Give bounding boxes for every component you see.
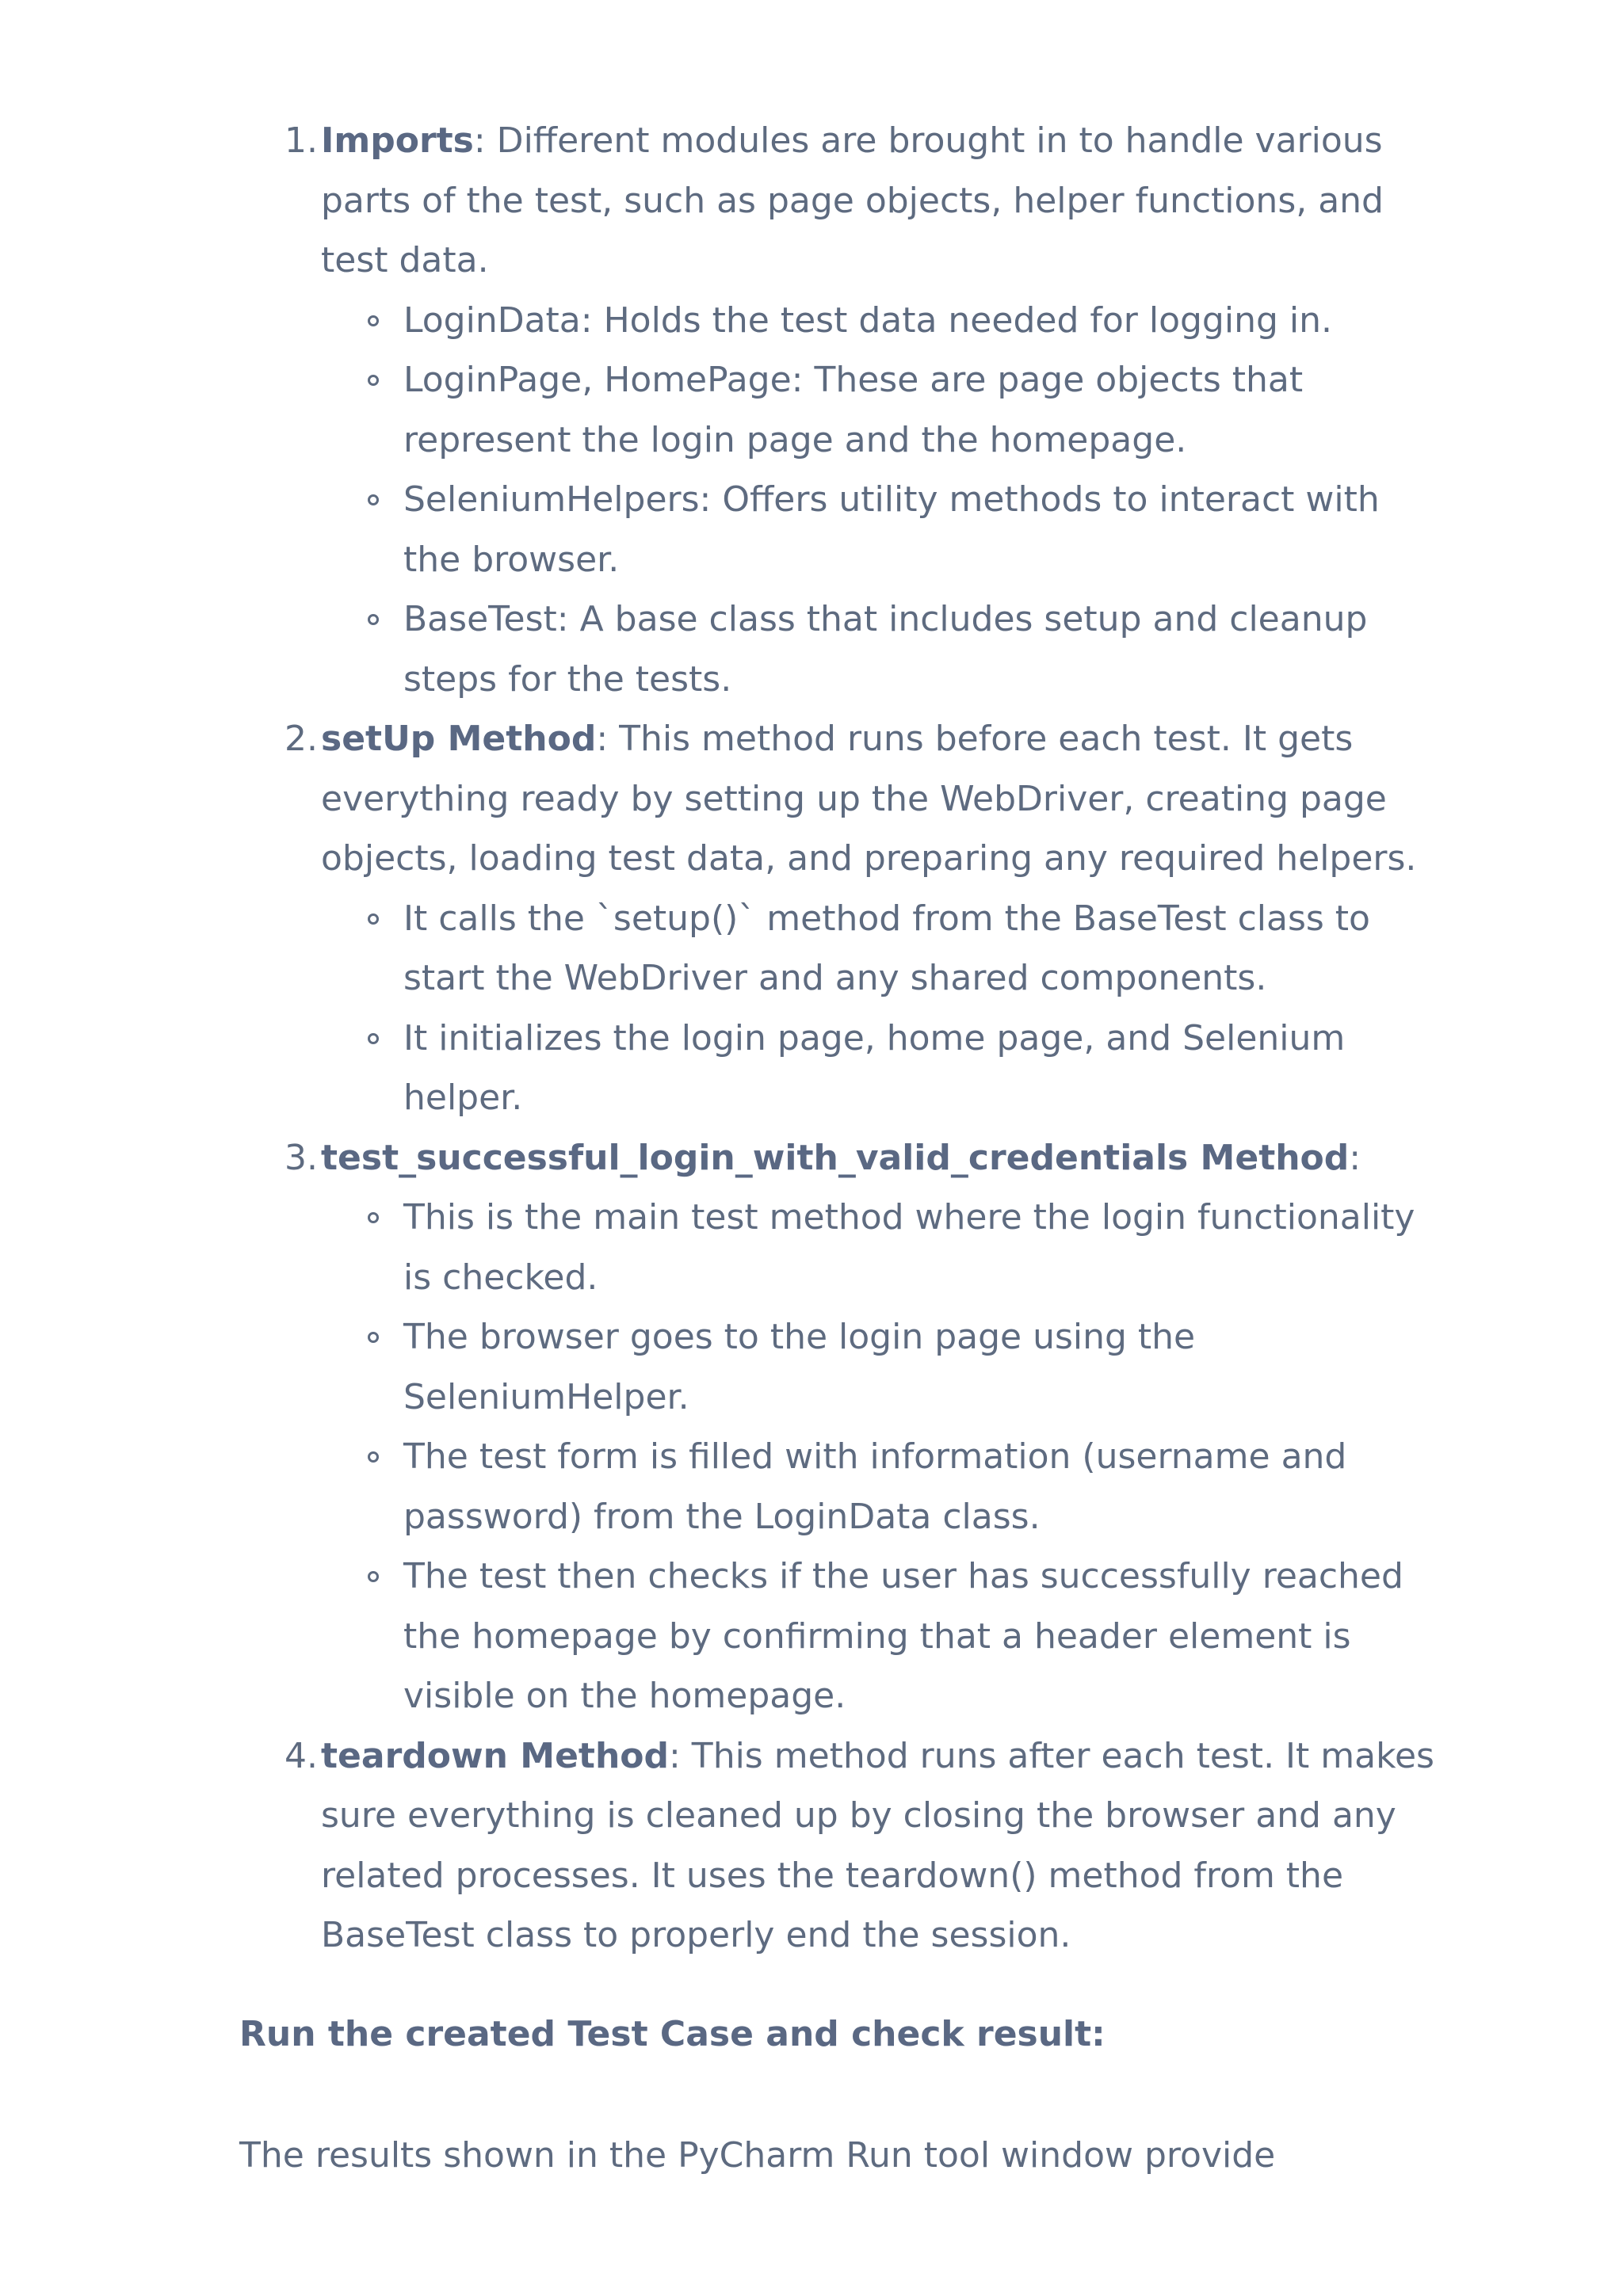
hollow-bullet-icon [368, 614, 379, 625]
list-item-text: LoginData: Holds the test data needed for logging in. [403, 299, 1332, 341]
list-item [403, 291, 1446, 351]
list-item [403, 1188, 1446, 1307]
step-text: : Different modules are brought in to handle various parts of the test, such as page objects, helper functions, and test data. [321, 120, 1384, 280]
steps-list [285, 111, 1446, 1966]
sub-list [321, 291, 1446, 710]
section-heading: Run the created Test Case and check result: [239, 2014, 1106, 2054]
step-number: 4 . [275, 1726, 318, 1787]
hollow-bullet-icon [368, 375, 379, 386]
step-imports [285, 111, 1446, 709]
list-item [403, 889, 1446, 1009]
list-item-text: BaseTest: A base class that includes setup and cleanup steps for the tests. [403, 599, 1368, 700]
sub-list [321, 1188, 1446, 1726]
step-number: 3 . [275, 1128, 318, 1188]
hollow-bullet-icon [368, 1571, 379, 1582]
list-item [403, 589, 1446, 709]
list-item [403, 1307, 1446, 1427]
hollow-bullet-icon [368, 1332, 379, 1343]
hollow-bullet-icon [368, 1033, 379, 1044]
list-item-text: The browser goes to the login page using the SeleniumHelper. [403, 1317, 1196, 1417]
step-title: teardown Method [321, 1735, 669, 1776]
list-item-text: The test then checks if the user has successfully reached the homepage by confirming that a header element is visible on the homepage. [403, 1556, 1403, 1716]
step-text: : [1349, 1137, 1361, 1178]
step-setup-method [285, 709, 1446, 1128]
list-item-text: It calls the `setup()` method from the BaseTest class to start the WebDriver and any shared components. [403, 898, 1370, 998]
hollow-bullet-icon [368, 1451, 379, 1463]
hollow-bullet-icon [368, 315, 379, 326]
hollow-bullet-icon [368, 1212, 379, 1223]
step-number: 1 . [275, 111, 318, 171]
list-item [403, 350, 1446, 470]
hollow-bullet-icon [368, 913, 379, 925]
list-item-text: SeleniumHelpers: Offers utility methods to interact with the browser. [403, 479, 1380, 580]
list-item-text: The test form is filled with information (username and password) from the LoginData class. [403, 1436, 1347, 1537]
hollow-bullet-icon [368, 494, 379, 505]
step-title: setUp Method [321, 719, 597, 759]
step-title: Imports [321, 120, 474, 161]
list-item-text: It initializes the login page, home page, and Selenium helper. [403, 1017, 1346, 1118]
list-item-text: This is the main test method where the login functionality is checked. [403, 1197, 1415, 1298]
list-item [403, 1427, 1446, 1547]
step-test-method [285, 1128, 1446, 1726]
sub-list [321, 889, 1446, 1128]
list-item [403, 1009, 1446, 1128]
list-item [403, 470, 1446, 589]
step-number: 2 . [275, 709, 318, 769]
step-teardown-method [285, 1726, 1446, 1966]
step-text: : This method runs before each test. It gets everything ready by setting up the WebDriver, creating page objects, loading test data, and preparing any required helpers. [321, 719, 1417, 879]
list-item-text: LoginPage, HomePage: These are page objects that represent the login page and the homepage. [403, 360, 1304, 460]
list-item [403, 1547, 1446, 1726]
body-paragraph: The results shown in the PyCharm Run tool window provide [239, 2135, 1276, 2176]
step-text: : This method runs after each test. It makes sure everything is cleaned up by closing the browser and any related processes. It uses the teardown() method from the BaseTest class to properly end the session. [321, 1735, 1434, 1955]
step-title: test_successful_login_with_valid_credentials Method [321, 1137, 1350, 1178]
